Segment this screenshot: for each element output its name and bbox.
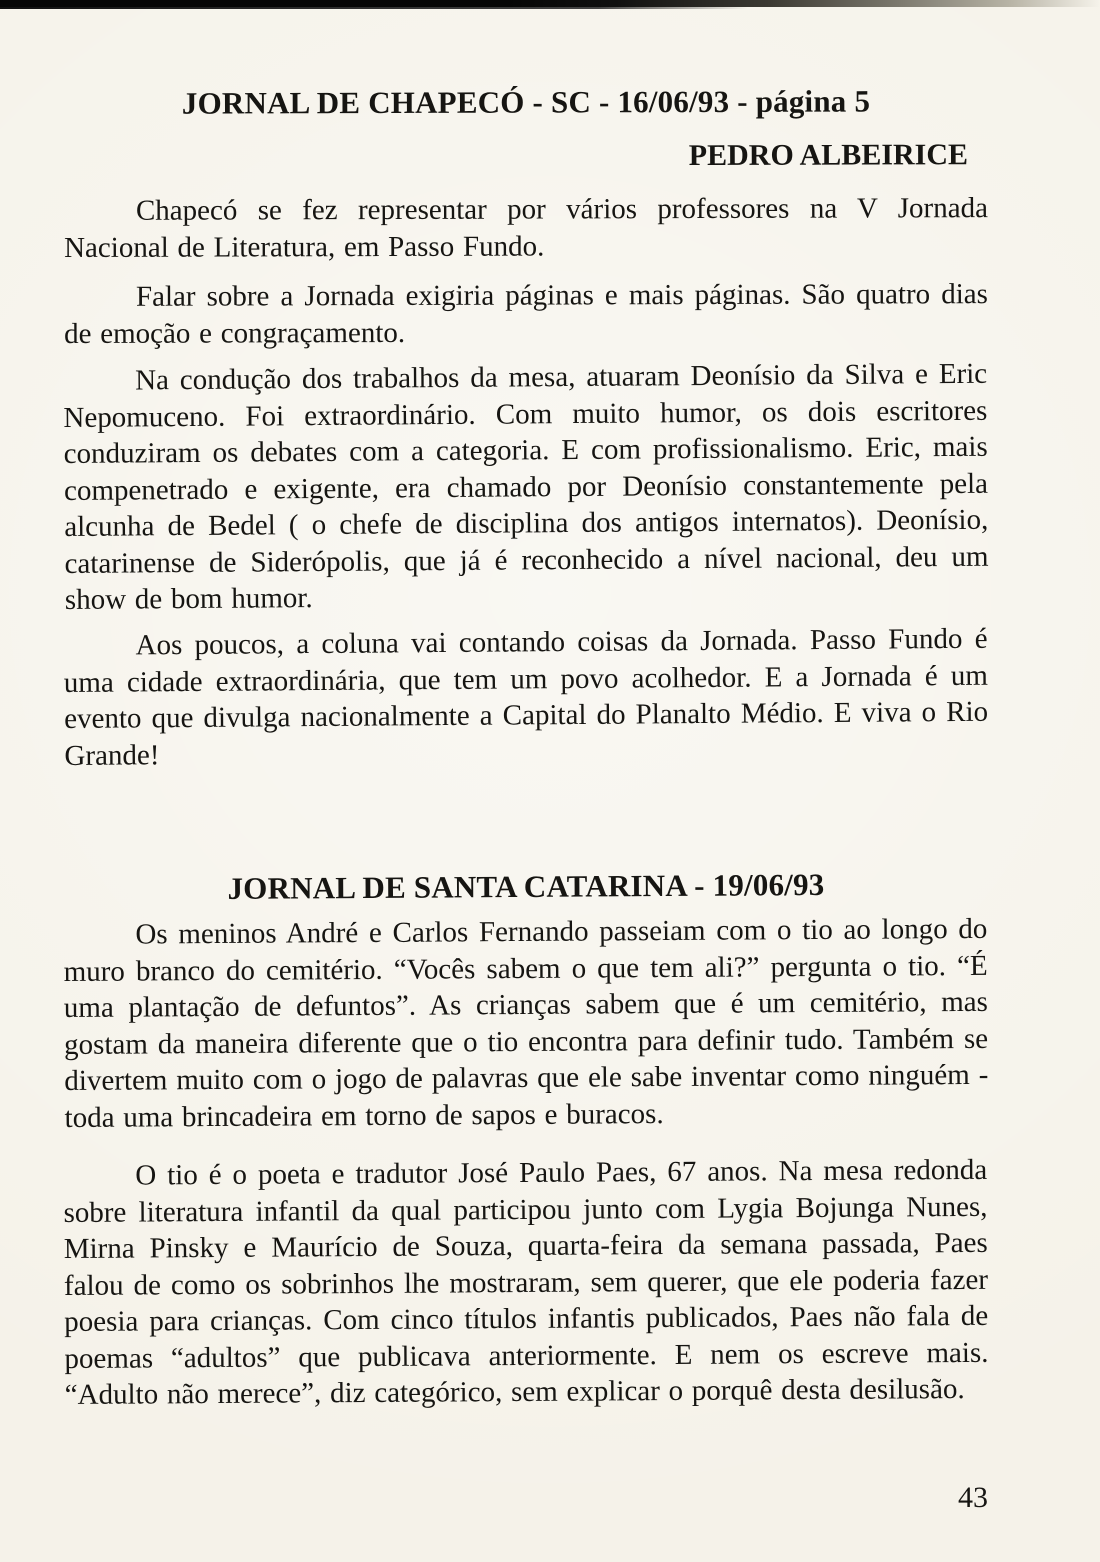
article-title: JORNAL DE CHAPECÓ - SC - 16/06/93 - página 5 [181,83,871,121]
paragraph: Chapecó se fez representar por vários professores na V Jornada Nacional de Literatura, em Passo Fundo. [64,192,988,264]
article-jornal-de-santa-catarina [63,866,989,1414]
paragraph: Os meninos André e Carlos Fernando passeiam com o tio ao longo do muro branco do cemitério. “Vocês sabem o que tem ali?” pergunta o tio. “É uma plantação de defuntos”. As crianças sabem que é um cemitério, mas gostam da maneira diferente que o tio encontra para definir tudo. Também se divertem muito com o jogo de palavras que ele sabe inventar como ninguém - toda uma brincadeira em torno de sapos e buracos. [63,912,989,1133]
page-number: 43 [958,1481,988,1514]
article-jornal-de-chapeco [64,85,988,774]
paragraph: Na condução dos trabalhos da mesa, atuaram Deonísio da Silva e Eric Nepomuceno. Foi extraordinário. Com muito humor, os dois escritores conduziram os debates com a categoria. E com profissionalismo. Eric, mais compenetrado e exigente, era chamado por Deonísio constantemente pela alcunha de Bedel ( o chefe de disciplina dos antigos internatos). Deonísio, catarinense de Siderópolis, que já é reconhecido a nível nacional, deu um show de bom humor. [63,357,989,616]
article-title: JORNAL DE SANTA CATARINA - 19/06/93 [227,866,825,906]
paragraph: Falar sobre a Jornada exigiria páginas e mais páginas. São quatro dias de emoção e congraçamento. [64,278,988,350]
byline: PEDRO ALBEIRICE [688,138,969,173]
paragraph: Aos poucos, a coluna vai contando coisas da Jornada. Passo Fundo é uma cidade extraordinária, que tem um povo acolhedor. E a Jornada é um evento que divulga nacionalmente a Capital do Planalto Médio. E viva o Rio Grande! [63,622,989,771]
paragraph: O tio é o poeta e tradutor José Paulo Paes, 67 anos. Na mesa redonda sobre literatura infantil da qual participou junto com Lygia Bojunga Nunes, Mirna Pinsky e Maurício de Souza, quarta-feira da semana passada, Paes falou de como os sobrinhos lhe mostraram, sem querer, que ele poderia fazer poesia para crianças. Com cinco títulos infantis publicados, Paes não fala de poemas “adultos” que publicava anteriormente. E nem os escreve mais. “Adulto não merece”, diz categórico, sem explicar o porquê desta desilusão. [63,1153,989,1411]
